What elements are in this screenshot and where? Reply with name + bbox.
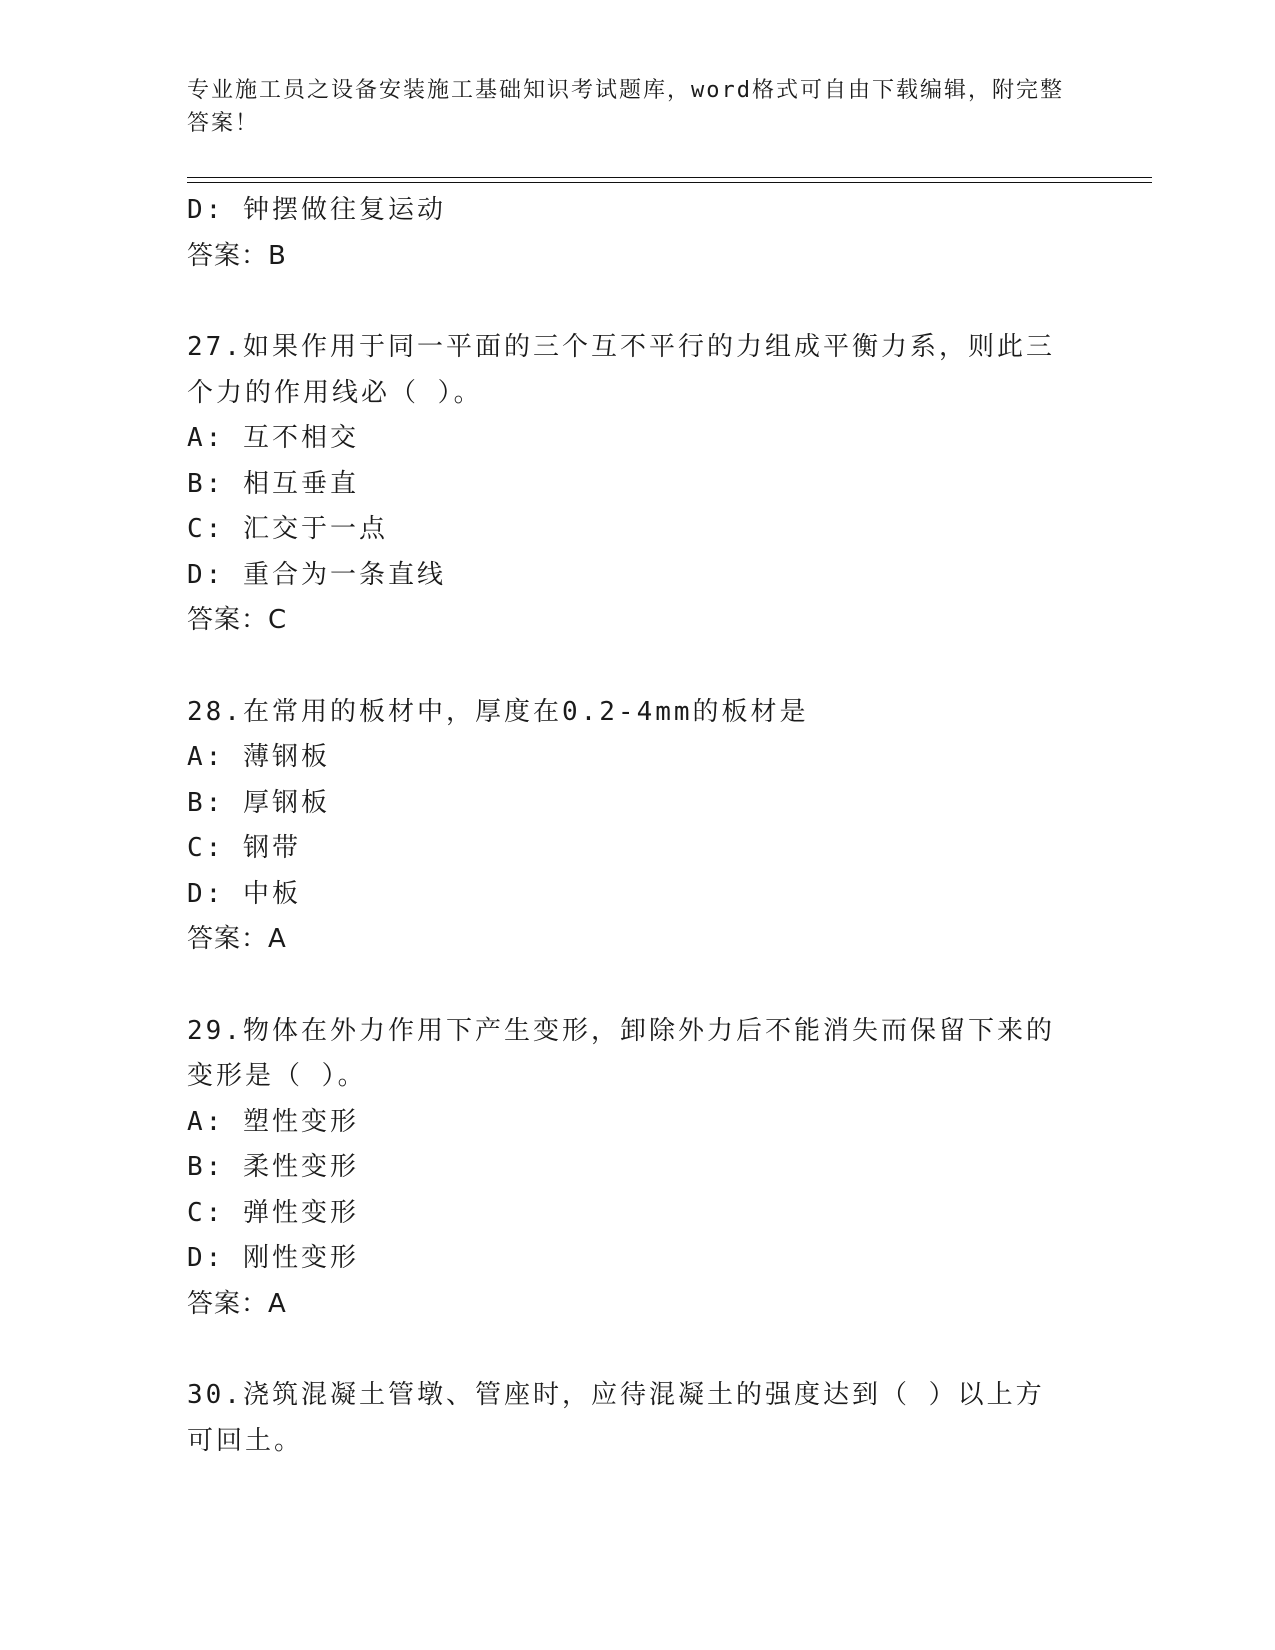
option-d: D: 钟摆做往复运动 bbox=[187, 195, 446, 225]
spacer bbox=[187, 1327, 1087, 1373]
answer-line: 答案：A bbox=[187, 924, 287, 954]
question-27 bbox=[187, 325, 1087, 644]
spacer bbox=[187, 644, 1087, 690]
header-rule-bottom bbox=[187, 182, 1152, 183]
answer-line: 答案：B bbox=[187, 240, 287, 271]
page-header: 专业施工员之设备安装施工基础知识考试题库，word格式可自由下载编辑，附完整答案！ bbox=[187, 78, 1064, 136]
option-d: D: 刚性变形 bbox=[187, 1243, 359, 1273]
option-c: C: 汇交于一点 bbox=[187, 514, 388, 544]
option-a: A: 薄钢板 bbox=[187, 742, 330, 772]
question-30 bbox=[187, 1373, 1087, 1464]
question-list bbox=[187, 188, 1087, 1464]
option-b: B: 厚钢板 bbox=[187, 787, 330, 818]
header-rule-top bbox=[187, 177, 1152, 178]
option-b: B: 相互垂直 bbox=[187, 468, 359, 499]
question-stem: 29.物体在外力作用下产生变形，卸除外力后不能消失而保留下来的变形是（ ）。 bbox=[187, 1015, 1055, 1091]
question-stem: 27.如果作用于同一平面的三个互不平行的力组成平衡力系，则此三个力的作用线必（ ）。 bbox=[187, 332, 1055, 408]
answer-line: 答案：C bbox=[187, 605, 288, 635]
answer-line: 答案：A bbox=[187, 1288, 287, 1319]
question-stem: 30.浇筑混凝土管墩、管座时，应待混凝土的强度达到（ ）以上方可回土。 bbox=[187, 1380, 1045, 1456]
question-stem: 28.在常用的板材中，厚度在0.2-4mm的板材是 bbox=[187, 696, 809, 727]
option-a: A: 互不相交 bbox=[187, 423, 359, 453]
spacer bbox=[187, 963, 1087, 1009]
option-c: C: 钢带 bbox=[187, 833, 301, 863]
option-a: A: 塑性变形 bbox=[187, 1106, 359, 1137]
question-29 bbox=[187, 1009, 1087, 1328]
option-d: D: 中板 bbox=[187, 878, 301, 909]
option-d: D: 重合为一条直线 bbox=[187, 559, 446, 590]
question-28 bbox=[187, 690, 1087, 963]
option-b: B: 柔性变形 bbox=[187, 1152, 359, 1182]
spacer bbox=[187, 279, 1087, 325]
option-c: C: 弹性变形 bbox=[187, 1197, 359, 1228]
